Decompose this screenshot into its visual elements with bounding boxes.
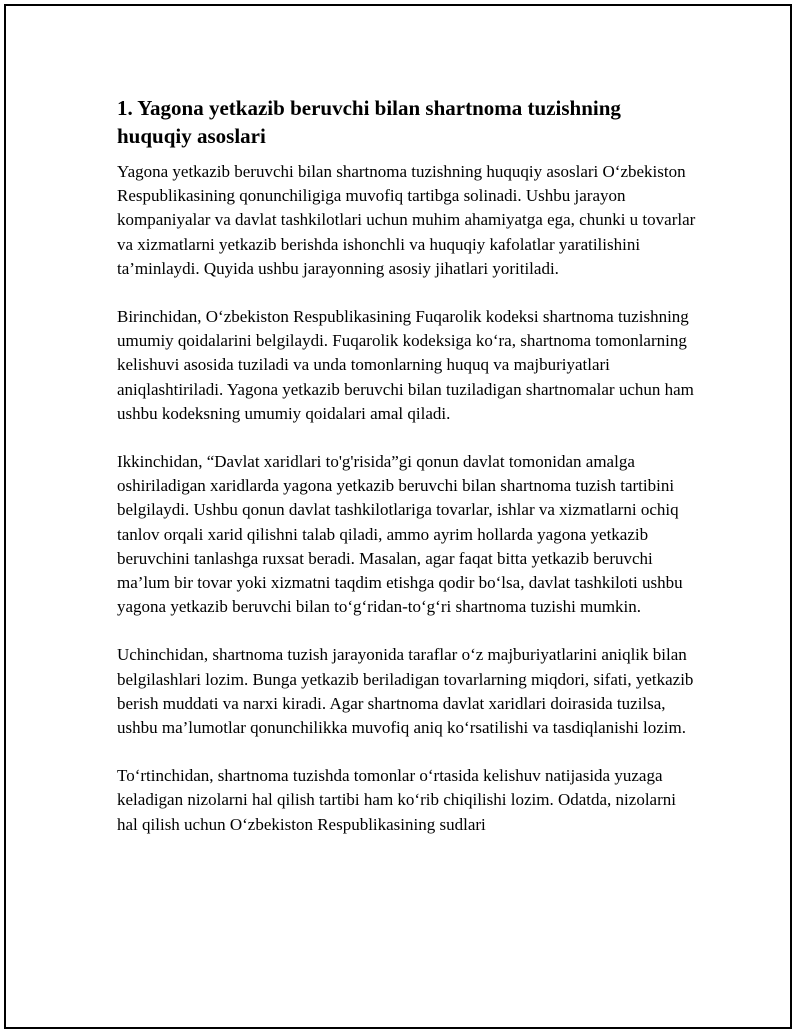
paragraph-third-point: Uchinchidan, shartnoma tuzish jarayonida taraflar o‘z majburiyatlarini aniqlik bilan belgilashlari lozim. Bunga yetkazib beriladigan tovarlarning miqdori, sifati, yetkazib berish muddati va narxi kiradi. Agar shartnoma davlat xaridlari doirasida tuzilsa, ushbu ma’lumotlar qonunchilikka muvofiq aniq ko‘rsatilishi va tasdiqlanishi lozim. (117, 645, 694, 738)
paragraph-intro: Yagona yetkazib beruvchi bilan shartnoma tuzishning huquqiy asoslari O‘zbekiston Respublikasining qonunchiligiga muvofiq tartibga solinadi. Ushbu jarayon kompaniyalar va davlat tashkilotlari uchun muhim ahamiyatga ega, chunki u tovarlar va xizmatlarni yetkazib berishda ishonchli va huquqiy kafolatlar yaratilishini ta’minlaydi. Quyida ushbu jarayonning asosiy jihatlari yoritiladi. (117, 162, 696, 278)
paragraph-fourth-point: To‘rtinchidan, shartnoma tuzishda tomonlar o‘rtasida kelishuv natijasida yuzaga keladigan nizolarni hal qilish tartibi ham ko‘rib chiqilishi lozim. Odatda, nizolarni hal qilish uchun O‘zbekiston Respublikasining sudlari (117, 766, 676, 834)
section-heading: 1. Yagona yetkazib beruvchi bilan shartnoma tuzishning huquqiy asoslari (117, 96, 621, 148)
paragraph-second-point: Ikkinchidan, “Davlat xaridlari to'g'risida”gi qonun davlat tomonidan amalga oshiriladigan xaridlarda yagona yetkazib beruvchi bilan shartnoma tuzish tartibini belgilaydi. Ushbu qonun davlat tashkilotlariga tovarlar, ishlar va xizmatlarni ochiq tanlov orqali xarid qilishni talab qiladi, ammo ayrim hollarda yagona yetkazib beruvchini tanlashga ruxsat beradi. Masalan, agar faqat bitta yetkazib beruvchi ma’lum bir tovar yoki xizmatni taqdim etishga qodir bo‘lsa, davlat tashkiloti ushbu yagona yetkazib beruvchi bilan to‘g‘ridan-to‘g‘ri shartnoma tuzishi mumkin. (117, 452, 683, 617)
paragraph-first-point: Birinchidan, O‘zbekiston Respublikasining Fuqarolik kodeksi shartnoma tuzishning umumiy qoidalarini belgilaydi. Fuqarolik kodeksiga ko‘ra, shartnoma tomonlarning kelishuvi asosida tuziladi va unda tomonlarning huquq va majburiyatlari aniqlashtiriladi. Yagona yetkazib beruvchi bilan tuziladigan shartnomalar uchun ham ushbu kodeksning umumiy qoidalari amal qiladi. (117, 307, 694, 423)
document-body (117, 94, 697, 837)
